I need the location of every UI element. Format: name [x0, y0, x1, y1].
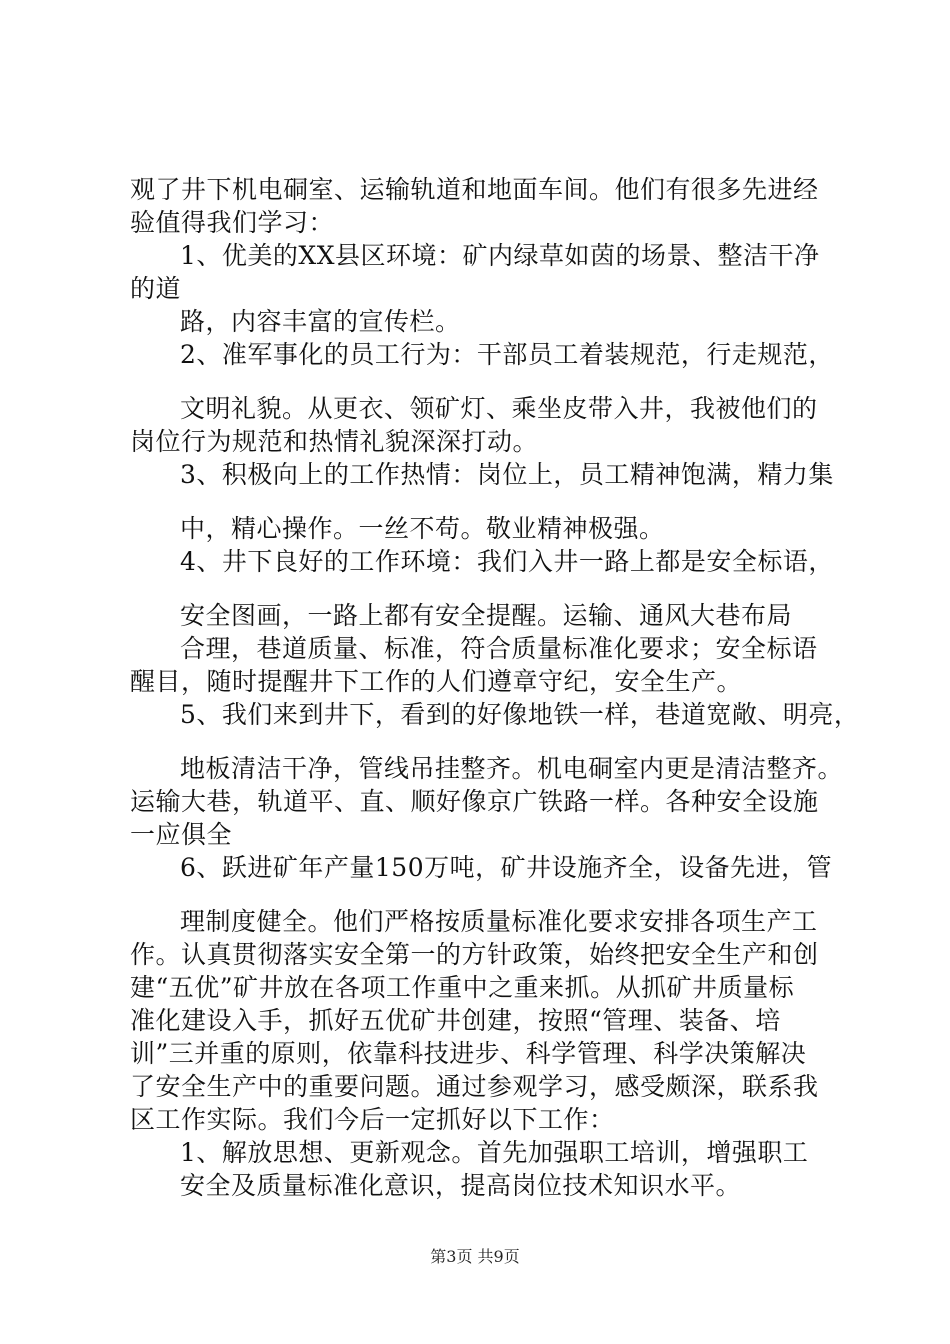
body-line: 了安全生产中的重要问题。通过参观学习，感受颇深，联系我: [130, 1072, 819, 1101]
body-line: 训”三并重的原则，依靠科技进步、科学管理、科学决策解决: [130, 1039, 807, 1068]
body-line: 观了井下机电硐室、运输轨道和地面车间。他们有很多先进经: [130, 175, 819, 204]
body-line: 建“五优”矿井放在各项工作重中之重来抓。从抓矿井质量标: [130, 973, 795, 1002]
body-line: 5、我们来到井下，看到的好像地铁一样，巷道宽敞、明亮，: [180, 700, 860, 729]
body-line: 1、优美的XX县区环境：矿内绿草如茵的场景、整洁干净: [180, 241, 820, 270]
body-line: 岗位行为规范和热情礼貌深深打动。: [130, 427, 539, 456]
page-number-footer: 第3页 共9页: [430, 1247, 520, 1266]
body-line: 作。认真贯彻落实安全第一的方针政策，始终把安全生产和创: [130, 940, 819, 969]
body-line: 安全图画，一路上都有安全提醒。运输、通风大巷布局: [180, 601, 793, 630]
body-line: 验值得我们学习：: [130, 208, 335, 237]
body-line: 区工作实际。我们今后一定抓好以下工作：: [130, 1105, 615, 1134]
body-line: 合理，巷道质量、标准，符合质量标准化要求；安全标语: [180, 634, 818, 663]
body-line: 安全及质量标准化意识，提高岗位技术知识水平。: [180, 1171, 742, 1200]
body-line: 6、跃进矿年产量150万吨，矿井设施齐全，设备先进，管: [180, 853, 833, 882]
body-line: 2、准军事化的员工行为：干部员工着装规范，行走规范，: [180, 340, 834, 369]
body-line: 的道: [130, 274, 182, 303]
body-line: 1、解放思想、更新观念。首先加强职工培训，增强职工: [180, 1138, 809, 1167]
body-line: 路，内容丰富的宣传栏。: [180, 307, 461, 336]
body-line: 醒目，随时提醒井下工作的人们遵章守纪，安全生产。: [130, 667, 743, 696]
body-line: 3、积极向上的工作热情：岗位上，员工精神饱满，精力集: [180, 460, 834, 489]
body-line: 地板清洁干净，管线吊挂整齐。机电硐室内更是清洁整齐。: [180, 754, 844, 783]
body-line: 中，精心操作。一丝不苟。敬业精神极强。: [180, 514, 665, 543]
body-line: 一应俱全: [130, 820, 233, 849]
body-line: 理制度健全。他们严格按质量标准化要求安排各项生产工: [180, 907, 818, 936]
body-line: 准化建设入手，抓好五优矿井创建，按照“管理、装备、培: [130, 1006, 781, 1035]
body-line: 运输大巷，轨道平、直、顺好像京广铁路一样。各种安全设施: [130, 787, 819, 816]
body-line: 文明礼貌。从更衣、领矿灯、乘坐皮带入井，我被他们的: [180, 394, 818, 423]
body-line: 4、井下良好的工作环境：我们入井一路上都是安全标语，: [180, 547, 834, 576]
